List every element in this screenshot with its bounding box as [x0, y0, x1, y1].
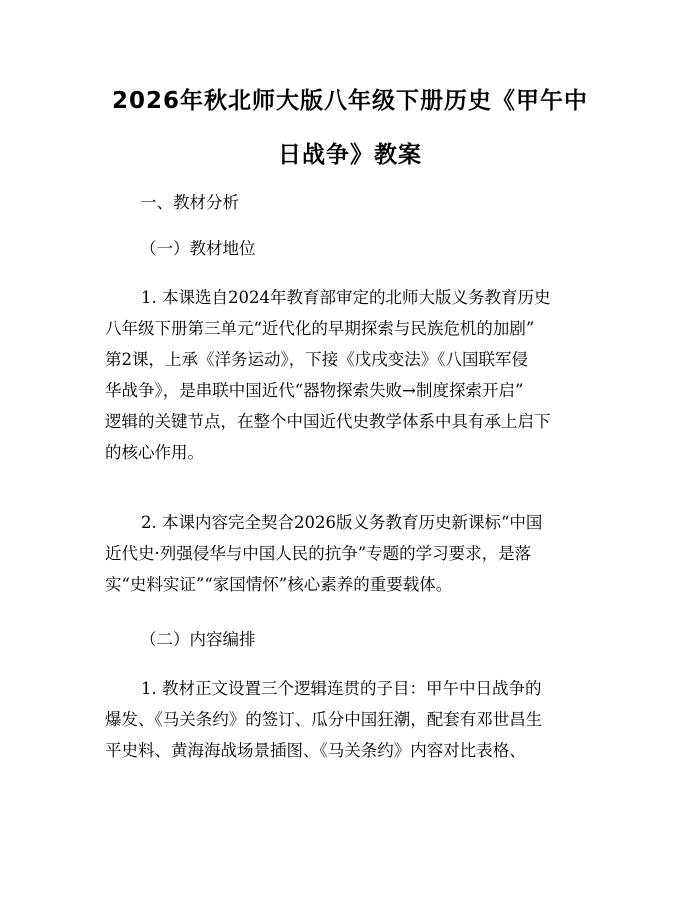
paragraph-2 — [105, 507, 597, 600]
subsection-heading-content-arrangement: （二）内容编排 — [140, 630, 256, 649]
paragraph-line: 八年级下册第三单元“近代化的早期探索与民族危机的加剧” — [105, 319, 535, 338]
paragraph-line: 平史料、黄海海战场景插图、《马关条约》内容对比表格、 — [105, 741, 526, 760]
paragraph-3 — [105, 673, 597, 766]
title-line-2: 日战争》教案 — [278, 142, 422, 168]
paragraph-line: 爆发、《马关条约》的签订、瓜分中国狂潮，配套有邓世昌生 — [105, 710, 543, 729]
paragraph-line: 华战争》，是串联中国近代“器物探索失败→制度探索开启” — [105, 381, 524, 400]
document-title — [90, 74, 610, 182]
paragraph-line: 的核心作用。 — [105, 443, 204, 462]
paragraph-1 — [105, 282, 597, 468]
paragraph-line: 1. 教材正文设置三个逻辑连贯的子目：甲午中日战争的 — [141, 679, 542, 698]
title-line-1: 2026年秋北师大版八年级下册历史《甲午中 — [111, 88, 588, 114]
paragraph-line: 2. 本课内容完全契合2026版义务教育历史新课标“中国 — [141, 513, 543, 532]
paragraph-line: 近代史·列强侵华与中国人民的抗争”专题的学习要求，是落 — [105, 544, 532, 563]
section-heading-teaching-material-analysis: 一、教材分析 — [140, 193, 239, 212]
paragraph-line: 第2课，上承《洋务运动》，下接《戊戌变法》《八国联军侵 — [105, 350, 528, 369]
paragraph-line: 逻辑的关键节点，在整个中国近代史教学体系中具有承上启下 — [105, 412, 551, 431]
paragraph-line: 实“史料实证”“家国情怀”核心素养的重要载体。 — [105, 575, 453, 594]
paragraph-line: 1. 本课选自2024年教育部审定的北师大版义务教育历史 — [141, 288, 551, 307]
subsection-heading-material-status: （一）教材地位 — [140, 239, 256, 258]
